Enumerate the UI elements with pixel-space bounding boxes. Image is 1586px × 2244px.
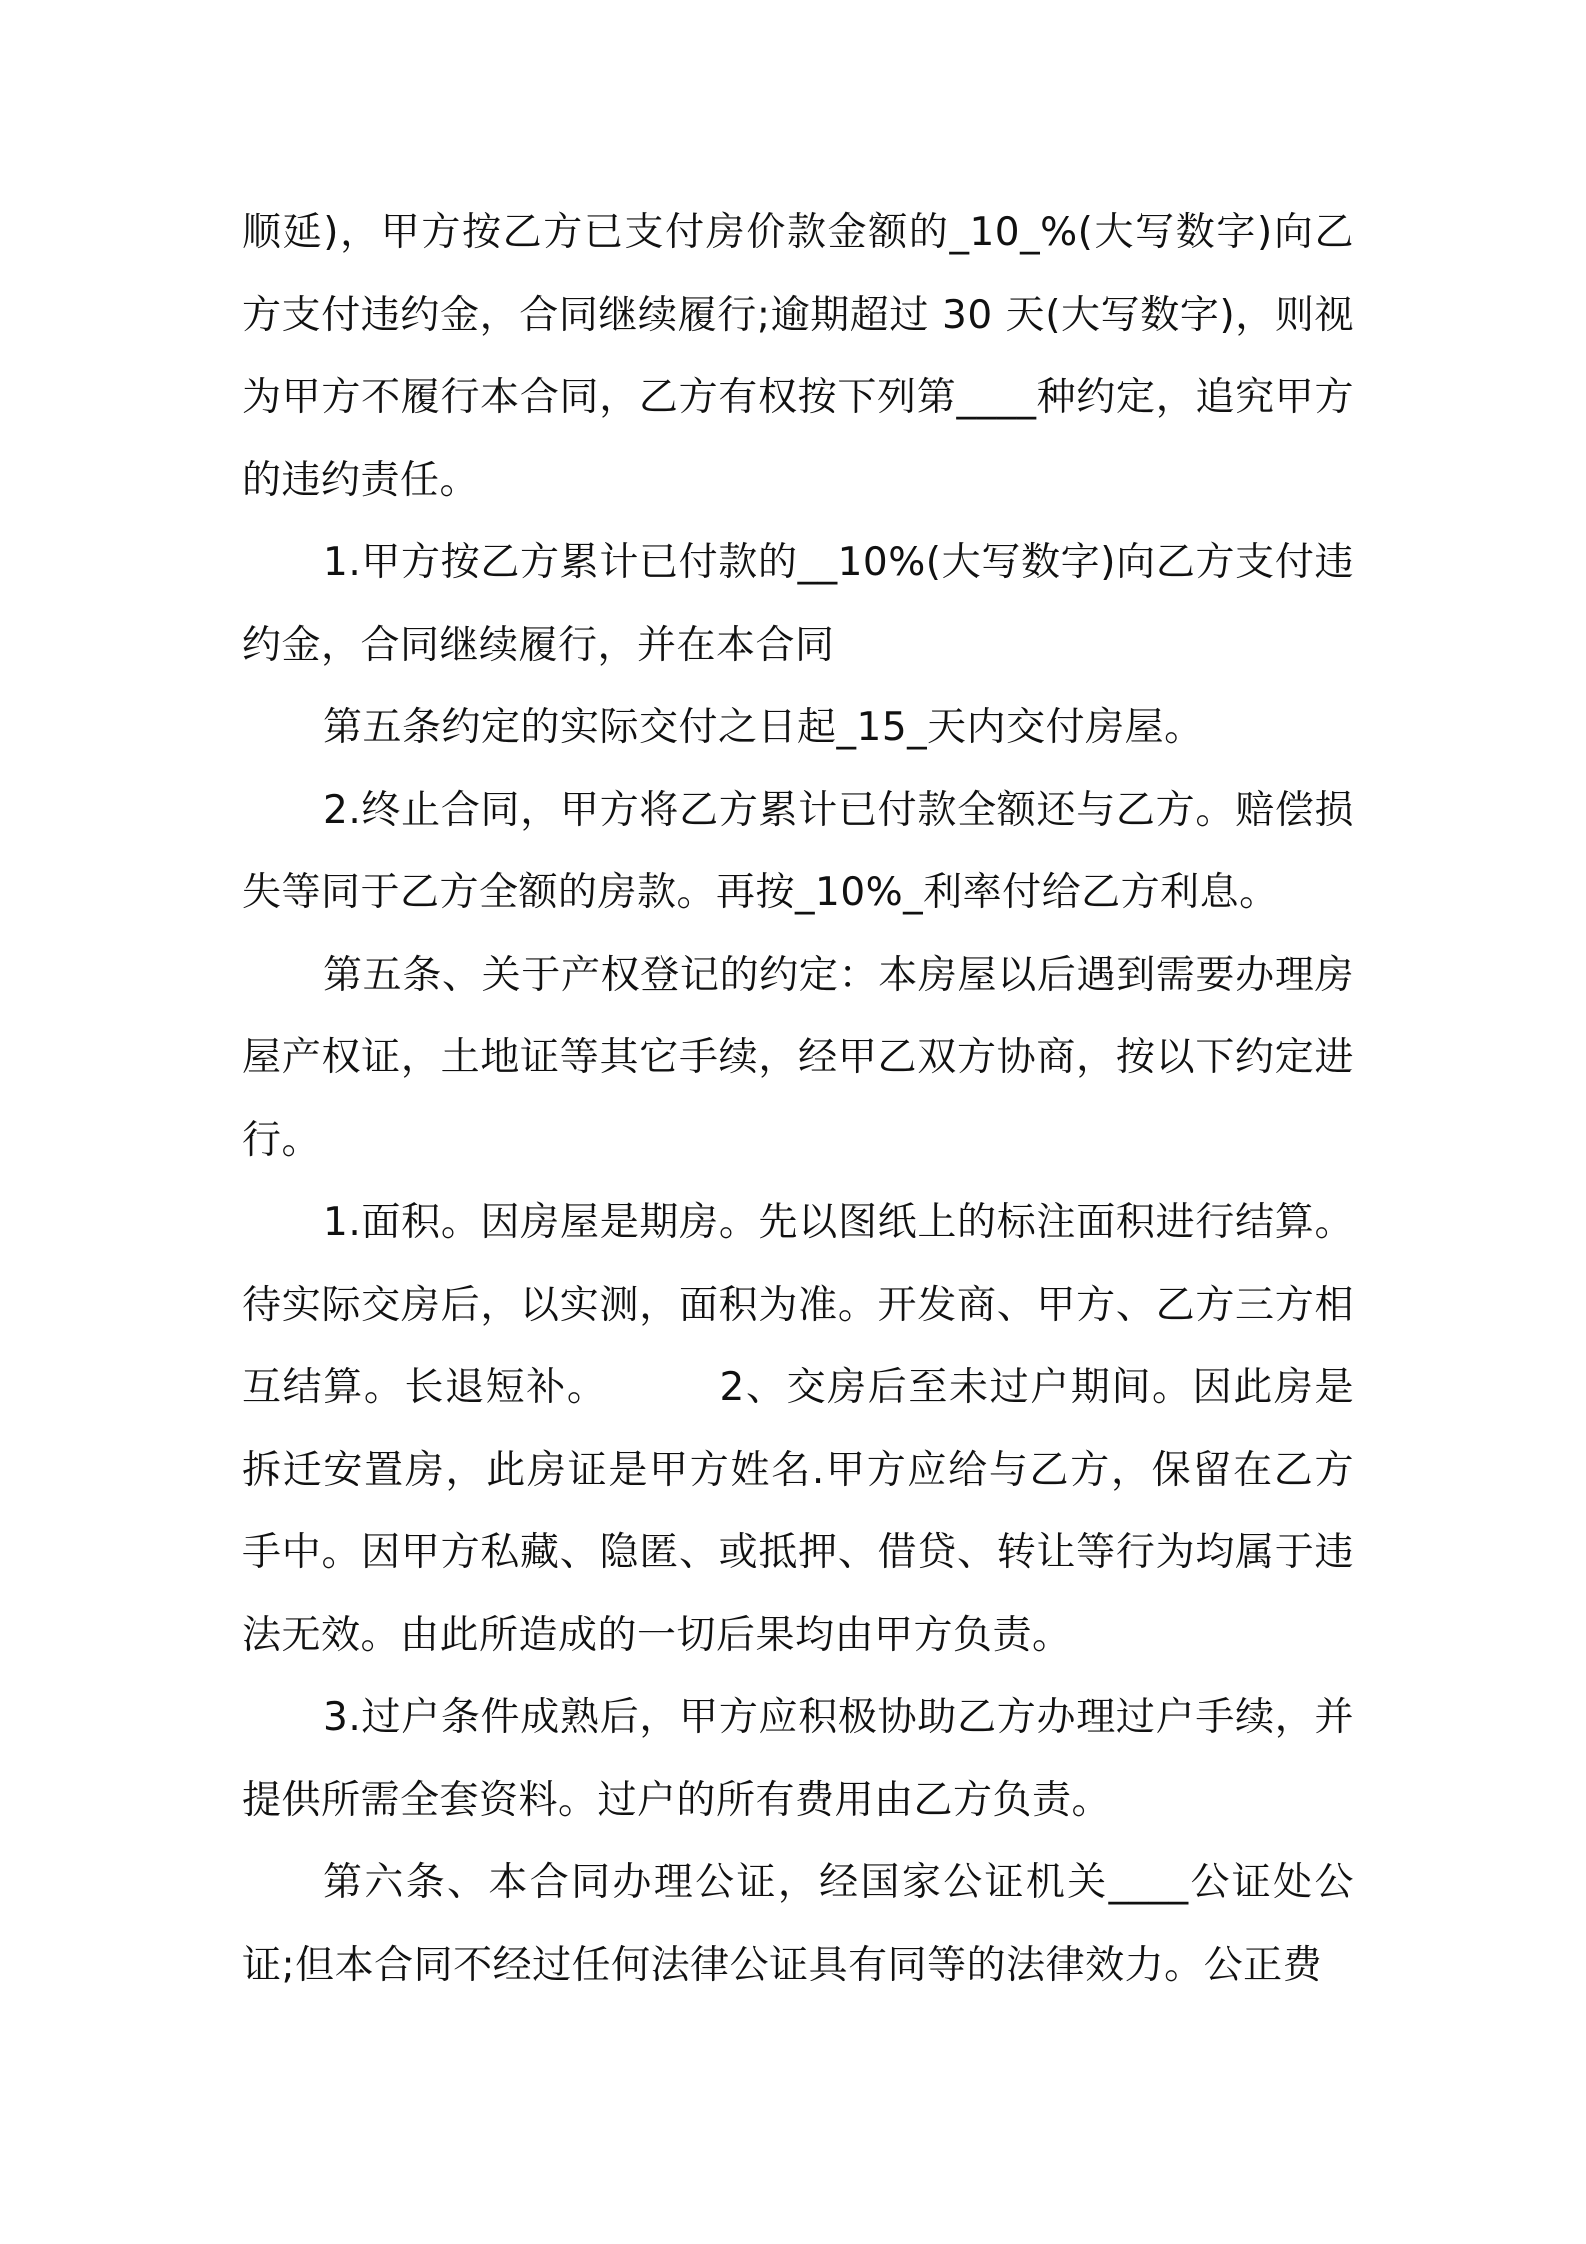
paragraph-line: 失等同于乙方全额的房款。再按_10%_利率付给乙方利息。 [242, 870, 1279, 915]
contract-paragraph [242, 770, 1354, 935]
paragraph-line: 违约金，合同继续履行，并在本合同 [242, 540, 1354, 668]
paragraph-line: 证;但本合同不经过任何法律公证具有同等的法律效力。公正费 [242, 1942, 1323, 1988]
paragraph-line: 顺延)，甲方按乙方已支付房价款金额的_10_%(大写数字)向乙 [242, 210, 1354, 255]
contract-text-body [242, 192, 1354, 2007]
paragraph-line: 3.过户条件成熟后，甲方应积极协助乙方办理过户手续，并 [323, 1695, 1354, 1740]
paragraph-line: 第五条约定的实际交付之日起_15_天内交付房屋。 [323, 705, 1204, 750]
paragraph-line: 行。 [242, 1117, 322, 1163]
contract-paragraph [242, 1842, 1354, 2007]
contract-paragraph [242, 687, 1354, 770]
paragraph-line: 无效。由此所造成的一切后果均由甲方负责。 [281, 1612, 1072, 1658]
paragraph-line: 方支付违约金，合同继续履行;逾期超过 30 天(大写数字)，则视 [242, 292, 1354, 338]
paragraph-line: 1.面积。因房屋是期房。先以图纸上的标注面积进行结算。 [323, 1200, 1354, 1245]
contract-paragraph [242, 1677, 1354, 1842]
paragraph-line: 第五条、关于产权登记的约定：本房屋以后遇到需要办理房 [323, 952, 1354, 998]
contract-paragraph [242, 192, 1354, 522]
paragraph-line: 迁安置房，此房证是甲方姓名.甲方应给与乙方，保留在乙方手 [242, 1447, 1354, 1575]
paragraph-line: 第六条、本合同办理公证，经国家公证机关____公证处公 [323, 1860, 1354, 1905]
contract-paragraph [242, 522, 1354, 687]
paragraph-line: 1.甲方按乙方累计已付款的__10%(大写数字)向乙方支付 [323, 540, 1315, 585]
paragraph-line: 互结算。长退短补。 2、交房后至未过户期间。因此房是拆 [242, 1365, 1354, 1493]
contract-paragraph [242, 1182, 1354, 1677]
paragraph-line: 中。因甲方私藏、隐匿、或抵押、借贷、转让等行为均属于违法 [242, 1530, 1354, 1658]
paragraph-line: 方的违约责任。 [242, 375, 1354, 503]
paragraph-line: 为甲方不履行本合同，乙方有权按下列第____种约定，追究甲 [242, 375, 1315, 420]
paragraph-line: 屋产权证，土地证等其它手续，经甲乙双方协商，按以下约定进 [242, 1035, 1354, 1080]
contract-paragraph [242, 935, 1354, 1183]
paragraph-line: 2.终止合同，甲方将乙方累计已付款全额还与乙方。赔偿损 [323, 787, 1354, 833]
paragraph-line: 提供所需全套资料。过户的所有费用由乙方负责。 [242, 1777, 1112, 1823]
paragraph-line: 待实际交房后，以实测，面积为准。开发商、甲方、乙方三方相 [242, 1282, 1354, 1328]
